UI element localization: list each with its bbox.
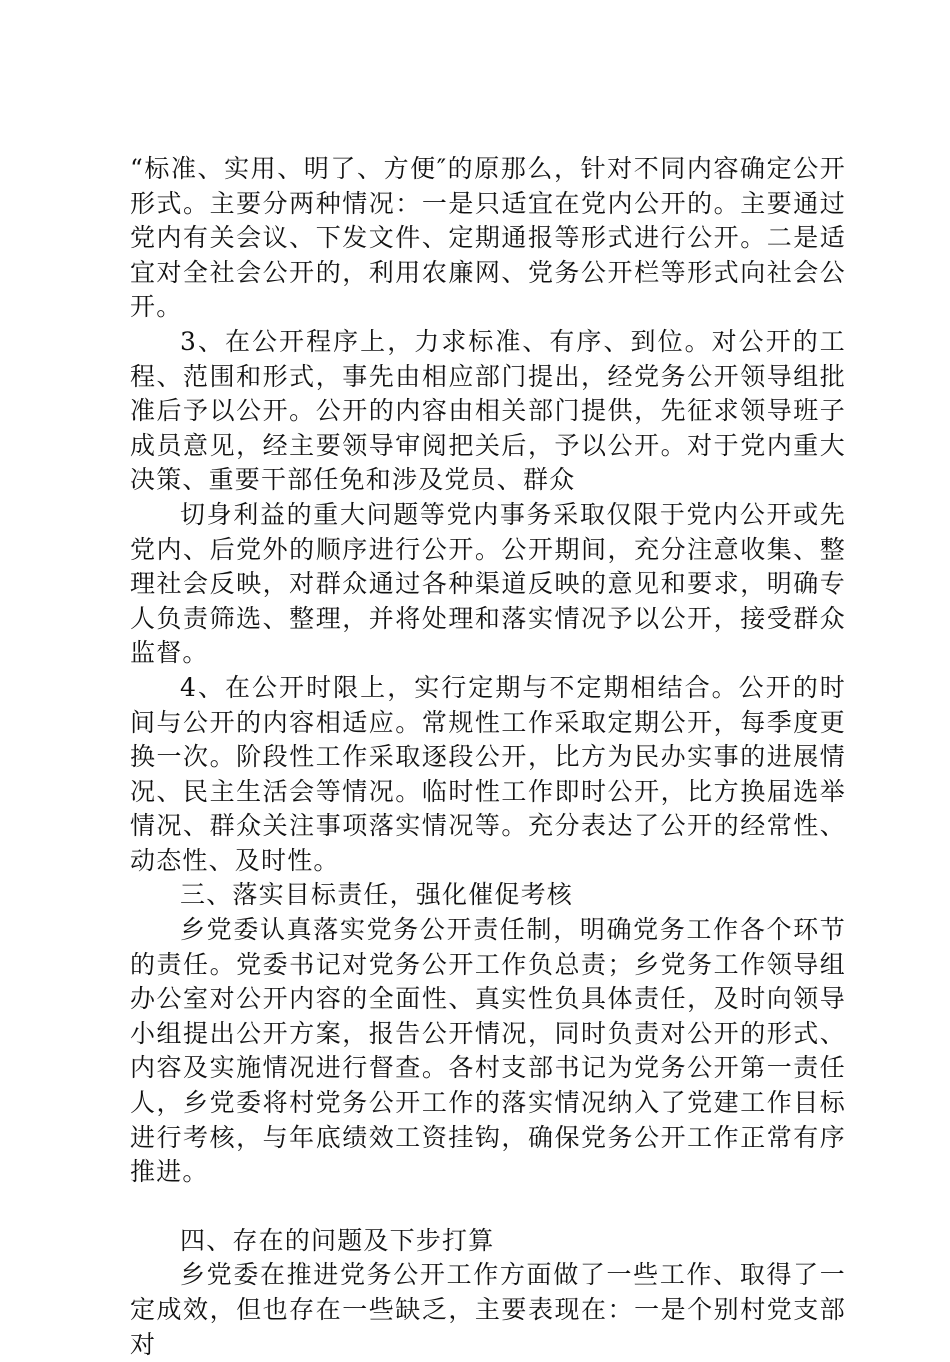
paragraph-disclosure-form: “标准、实用、明了、方便″的原那么，针对不同内容确定公开形式。主要分两种情况：一是只适宜在党内公开的。主要通过党内有关会议、下发文件、定期通报等形式进行公开。二是适宜对全社会公开的，利用农廉网、党务公开栏等形式向社会公开。 <box>130 154 846 322</box>
paragraph-responsibility: 乡党委认真落实党务公开责任制，明确党务工作各个环节的责任。党委书记对党务公开工作负总责；乡党务工作领导组办公室对公开内容的全面性、真实性负具体责任，及时向领导小组提出公开方案，报告公开情况，同时负责对公开的形式、内容及实施情况进行督查。各村支部书记为党务公开第一责任人，乡党委将村党务公开工作的落实情况纳入了党建工作目标进行考核，与年底绩效工资挂钩，确保党务公开工作正常有序推进。 <box>130 915 846 1187</box>
document-page <box>130 152 846 1362</box>
paragraph-problems: 乡党委在推进党务公开工作方面做了一些工作、取得了一定成效，但也存在一些缺乏，主要表现在：一是个别村党支部对 <box>130 1260 846 1359</box>
paragraph-time-limit: 4、在公开时限上，实行定期与不定期相结合。公开的时间与公开的内容相适应。常规性工作采取定期公开，每季度更换一次。阶段性工作采取逐段公开，比方为民办实事的进展情况、民主生活会等情况。临时性工作即时公开，比方换届选举情况、群众关注事项落实情况等。充分表达了公开的经常性、动态性、及时性。 <box>130 672 846 875</box>
paragraph-procedure: 3、在公开程序上，力求标准、有序、到位。对公开的工程、范围和形式，事先由相应部门提出，经党务公开领导组批准后予以公开。公开的内容由相关部门提供，先征求领导班子成员意见，经主要领导审阅把关后，予以公开。对于党内重大决策、重要干部任免和涉及党员、群众 <box>130 326 846 495</box>
section-heading-responsibility: 三、落实目标责任，强化催促考核 <box>180 880 574 910</box>
section-heading-problems: 四、存在的问题及下步打算 <box>180 1225 495 1255</box>
paragraph-major-issues: 切身利益的重大问题等党内事务采取仅限于党内公开或先党内、后党外的顺序进行公开。公开期间，充分注意收集、整理社会反映，对群众通过各种渠道反映的意见和要求，明确专人负责筛选、整理，并将处理和落实情况予以公开，接受群众监督。 <box>130 499 846 668</box>
paragraph-spacer <box>130 1190 846 1224</box>
